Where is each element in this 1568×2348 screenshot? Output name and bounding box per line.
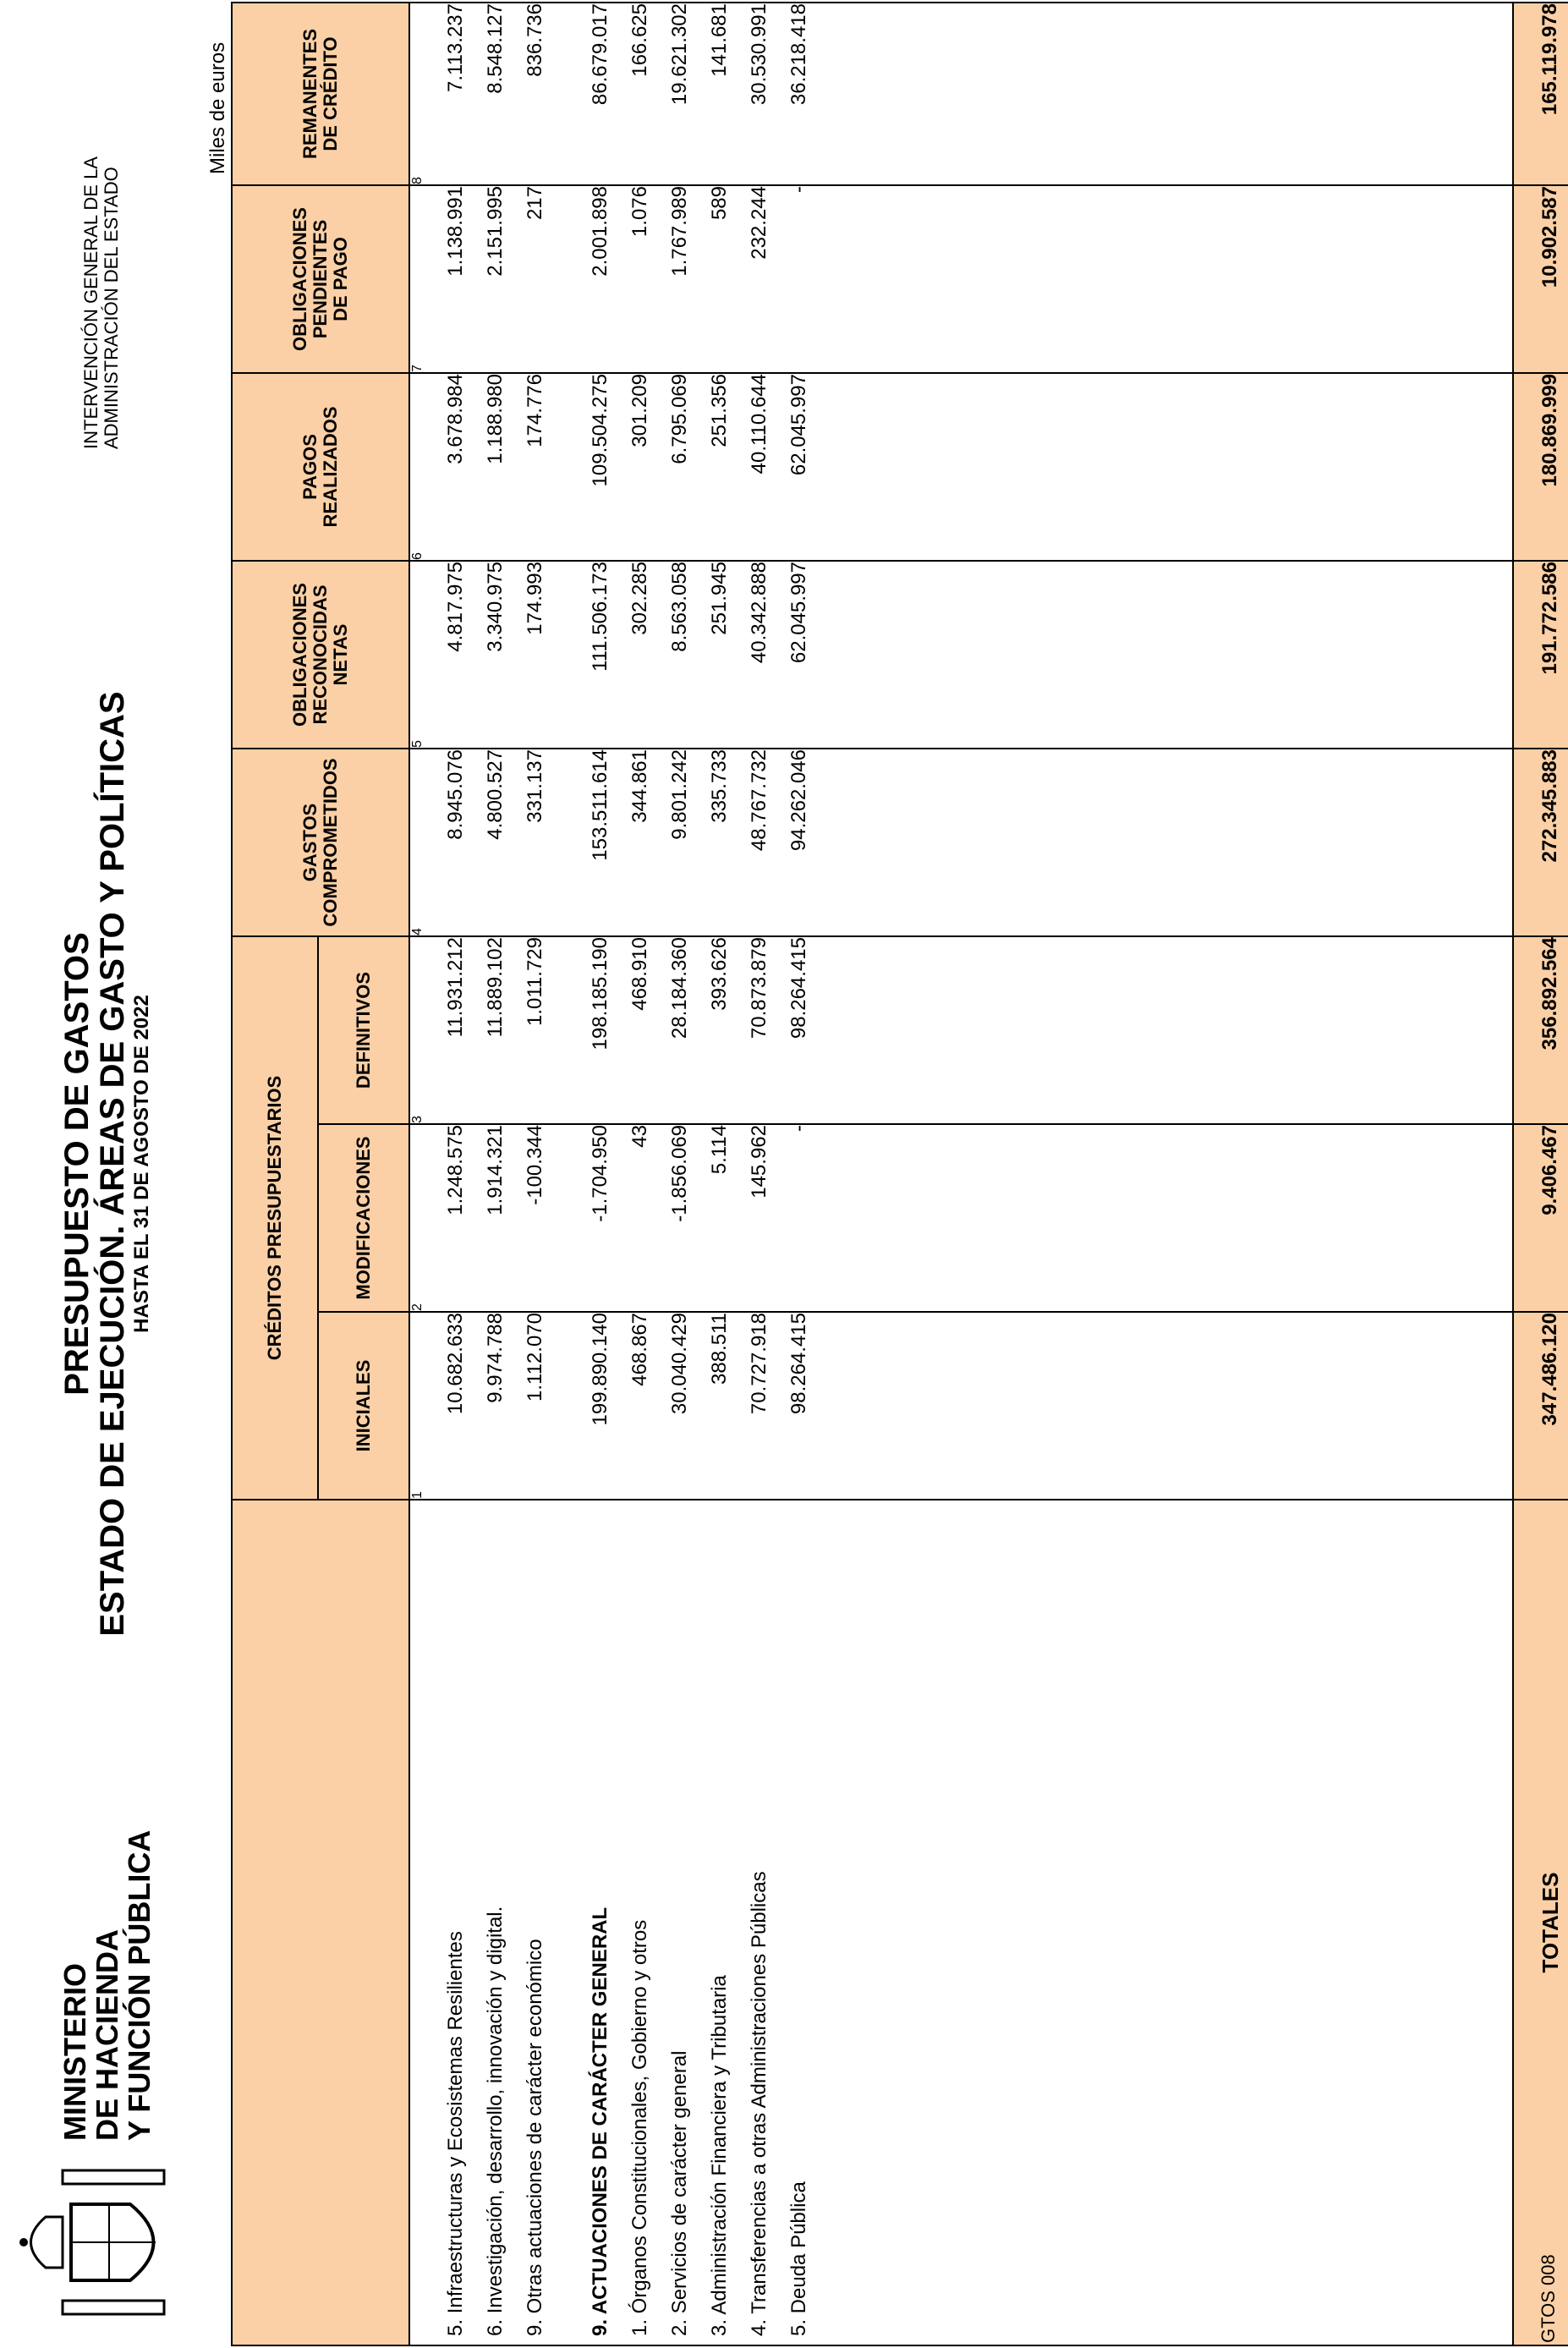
- header-blank: [232, 1500, 409, 2345]
- header-obligaciones-reconocidas: [232, 561, 409, 749]
- header-obligaciones-pendientes: [232, 185, 409, 373]
- ministry-line-2: DE HACIENDA: [90, 1928, 124, 2141]
- cell-gastos: 94.262.046: [779, 749, 819, 936]
- footer-code: GTOS 008: [1538, 2254, 1559, 2343]
- total-modificaciones: 9.406.467: [1513, 1124, 1568, 1312]
- cell-gastos: 335.733: [699, 749, 739, 936]
- cell-pendientes: 2.151.995: [475, 185, 515, 373]
- cell-pagos: 62.045.997: [779, 373, 819, 561]
- cell-obligaciones: 111.506.173: [580, 561, 620, 749]
- header-rem-line2: DE CRÉDITO: [320, 36, 341, 151]
- cell-gastos: 344.861: [620, 749, 660, 936]
- cell-definitivos: 28.184.360: [660, 936, 699, 1124]
- cell-remanentes: 141.681: [699, 3, 739, 185]
- report-title: PRESUPUESTO DE GASTOS: [58, 932, 96, 1396]
- header-remanentes: [232, 3, 409, 185]
- header-pagos-line1: PAGOS: [299, 434, 321, 500]
- table-row: [436, 3, 475, 2345]
- column-number: 2: [409, 1124, 436, 1312]
- cell-gastos: 153.511.614: [580, 749, 620, 936]
- row-label: 6. Investigación, desarrollo, innovación y digital.: [475, 1500, 515, 2345]
- header-pend-line2: PENDIENTES: [310, 219, 331, 339]
- cell-pagos: 40.110.644: [739, 373, 779, 561]
- cell-pendientes: 1.076: [620, 185, 660, 373]
- cell-pendientes: 232.244: [739, 185, 779, 373]
- cell-obligaciones: 3.340.975: [475, 561, 515, 749]
- column-number: 7: [409, 185, 436, 373]
- cell-definitivos: 198.185.190: [580, 936, 620, 1124]
- cell-pagos: 1.188.980: [475, 373, 515, 561]
- column-number: 1: [409, 1312, 436, 1500]
- header-oblig-line1: OBLIGACIONES: [289, 583, 310, 727]
- total-obligaciones: 191.772.586: [1513, 561, 1568, 749]
- cell-obligaciones: 174.993: [515, 561, 555, 749]
- ministry-line-3: Y FUNCIÓN PÚBLICA: [122, 1830, 156, 2141]
- table-row: [515, 3, 555, 2345]
- cell-iniciales: 468.867: [620, 1312, 660, 1500]
- agency-line-2: ADMINISTRACIÓN DEL ESTADO: [101, 167, 122, 449]
- row-label: 4. Transferencias a otras Administraciones Públicas: [739, 1500, 779, 2345]
- column-number: 4: [409, 749, 436, 936]
- cell-modificaciones: 5.114: [699, 1124, 739, 1312]
- total-pagos: 180.869.999: [1513, 373, 1568, 561]
- cell-iniciales: 9.974.788: [475, 1312, 515, 1500]
- cell-remanentes: 7.113.237: [436, 3, 475, 185]
- cell-pagos: 251.356: [699, 373, 739, 561]
- cell-obligaciones: 251.945: [699, 561, 739, 749]
- table-row: [779, 3, 819, 2345]
- cell-pendientes: 217: [515, 185, 555, 373]
- cell-pendientes: 1.138.991: [436, 185, 475, 373]
- table-row: [660, 3, 699, 2345]
- row-label: 5. Infraestructuras y Ecosistemas Resilientes: [436, 1500, 475, 2345]
- cell-modificaciones: 1.248.575: [436, 1124, 475, 1312]
- total-remanentes: 165.119.978: [1513, 3, 1568, 185]
- cell-obligaciones: 40.342.888: [739, 561, 779, 749]
- cell-modificaciones: 43: [620, 1124, 660, 1312]
- agency-name: [81, 156, 122, 449]
- table-row: [620, 3, 660, 2345]
- cell-iniciales: 30.040.429: [660, 1312, 699, 1500]
- cell-modificaciones: -100.344: [515, 1124, 555, 1312]
- cell-definitivos: 98.264.415: [779, 936, 819, 1124]
- cell-definitivos: 11.889.102: [475, 936, 515, 1124]
- cell-iniciales: 1.112.070: [515, 1312, 555, 1500]
- cell-gastos: 48.767.732: [739, 749, 779, 936]
- column-number-row: [409, 3, 436, 2345]
- total-gastos: 272.345.883: [1513, 749, 1568, 936]
- cell-iniciales: 388.511: [699, 1312, 739, 1500]
- cell-iniciales: 70.727.918: [739, 1312, 779, 1500]
- cell-gastos: 4.800.527: [475, 749, 515, 936]
- cell-remanentes: 36.218.418: [779, 3, 819, 185]
- spacer-row: [555, 3, 580, 2345]
- report-subtitle: ESTADO DE EJECUCIÓN. ÁREAS DE GASTO Y POLÍTICAS: [94, 691, 131, 1637]
- cell-remanentes: 836.736: [515, 3, 555, 185]
- cell-modificaciones: -: [779, 1124, 819, 1312]
- column-number: 5: [409, 561, 436, 749]
- header-creditos-group: CRÉDITOS PRESUPUESTARIOS: [232, 936, 318, 1500]
- table-empty-space: [819, 3, 1513, 2345]
- report-titles: [59, 572, 154, 1756]
- column-number: 8: [409, 3, 436, 185]
- header-modificaciones: MODIFICACIONES: [318, 1124, 409, 1312]
- row-label: 1. Órganos Constitucionales, Gobierno y otros: [620, 1500, 660, 2345]
- ministry-name: [59, 1830, 156, 2141]
- cell-pendientes: 2.001.898: [580, 185, 620, 373]
- cell-iniciales: 199.890.140: [580, 1312, 620, 1500]
- header-rem-line1: REMANENTES: [299, 29, 321, 160]
- cell-obligaciones: 4.817.975: [436, 561, 475, 749]
- cell-remanentes: 166.625: [620, 3, 660, 185]
- cell-pagos: 109.504.275: [580, 373, 620, 561]
- cell-iniciales: 98.264.415: [779, 1312, 819, 1500]
- cell-definitivos: 11.931.212: [436, 936, 475, 1124]
- cell-remanentes: 19.621.302: [660, 3, 699, 185]
- header-gastos-line2: COMPROMETIDOS: [320, 758, 341, 927]
- cell-obligaciones: 302.285: [620, 561, 660, 749]
- units-label: Miles de euros: [206, 41, 229, 174]
- cell-pagos: 174.776: [515, 373, 555, 561]
- header-gastos-comprometidos: [232, 749, 409, 936]
- report-date: HASTA EL 31 DE AGOSTO DE 2022: [130, 995, 153, 1333]
- cell-pendientes: 589: [699, 185, 739, 373]
- row-label: 3. Administración Financiera y Tributaria: [699, 1500, 739, 2345]
- row-label: 5. Deuda Pública: [779, 1500, 819, 2345]
- total-pendientes: 10.902.587: [1513, 185, 1568, 373]
- cell-pagos: 6.795.069: [660, 373, 699, 561]
- cell-remanentes: 86.679.017: [580, 3, 620, 185]
- header-pend-line3: DE PAGO: [330, 237, 351, 321]
- column-number: 3: [409, 936, 436, 1124]
- table-row: [580, 3, 620, 2345]
- cell-modificaciones: 1.914.321: [475, 1124, 515, 1312]
- header-oblig-line3: NETAS: [330, 623, 351, 686]
- cell-remanentes: 30.530.991: [739, 3, 779, 185]
- row-label: 9. ACTUACIONES DE CARÁCTER GENERAL: [580, 1500, 620, 2345]
- cell-pendientes: -: [779, 185, 819, 373]
- cell-definitivos: 393.626: [699, 936, 739, 1124]
- totals-row: [1513, 3, 1568, 2345]
- header-definitivos: DEFINITIVOS: [318, 936, 409, 1124]
- header-iniciales: INICIALES: [318, 1312, 409, 1500]
- total-definitivos: 356.892.564: [1513, 936, 1568, 1124]
- cell-gastos: 8.945.076: [436, 749, 475, 936]
- cell-gastos: 331.137: [515, 749, 555, 936]
- cell-obligaciones: 8.563.058: [660, 561, 699, 749]
- header-pagos-line2: REALIZADOS: [320, 406, 341, 528]
- cell-iniciales: 10.682.633: [436, 1312, 475, 1500]
- totals-label: TOTALES: [1513, 1500, 1568, 2345]
- table-row: [475, 3, 515, 2345]
- column-number-blank: [409, 1500, 436, 2345]
- column-number: 6: [409, 373, 436, 561]
- cell-remanentes: 8.548.127: [475, 3, 515, 185]
- cell-obligaciones: 62.045.997: [779, 561, 819, 749]
- execution-table: [231, 2, 1568, 2346]
- cell-gastos: 9.801.242: [660, 749, 699, 936]
- coat-of-arms-icon: [12, 2153, 181, 2331]
- header-pagos-realizados: [232, 373, 409, 561]
- header-oblig-line2: RECONOCIDAS: [310, 584, 331, 725]
- cell-definitivos: 70.873.879: [739, 936, 779, 1124]
- cell-pendientes: 1.767.989: [660, 185, 699, 373]
- total-iniciales: 347.486.120: [1513, 1312, 1568, 1500]
- ministry-line-1: MINISTERIO: [58, 1962, 92, 2141]
- table-row: [739, 3, 779, 2345]
- row-label: 9. Otras actuaciones de carácter económico: [515, 1500, 555, 2345]
- cell-modificaciones: -1.856.069: [660, 1124, 699, 1312]
- header-gastos-line1: GASTOS: [299, 803, 321, 882]
- cell-modificaciones: -1.704.950: [580, 1124, 620, 1312]
- header-pend-line1: OBLIGACIONES: [289, 207, 310, 351]
- cell-pagos: 3.678.984: [436, 373, 475, 561]
- cell-definitivos: 1.011.729: [515, 936, 555, 1124]
- row-label: 2. Servicios de carácter general: [660, 1500, 699, 2345]
- cell-pagos: 301.209: [620, 373, 660, 561]
- agency-line-1: INTERVENCIÓN GENERAL DE LA: [80, 156, 101, 449]
- table-row: [699, 3, 739, 2345]
- cell-modificaciones: 145.962: [739, 1124, 779, 1312]
- cell-definitivos: 468.910: [620, 936, 660, 1124]
